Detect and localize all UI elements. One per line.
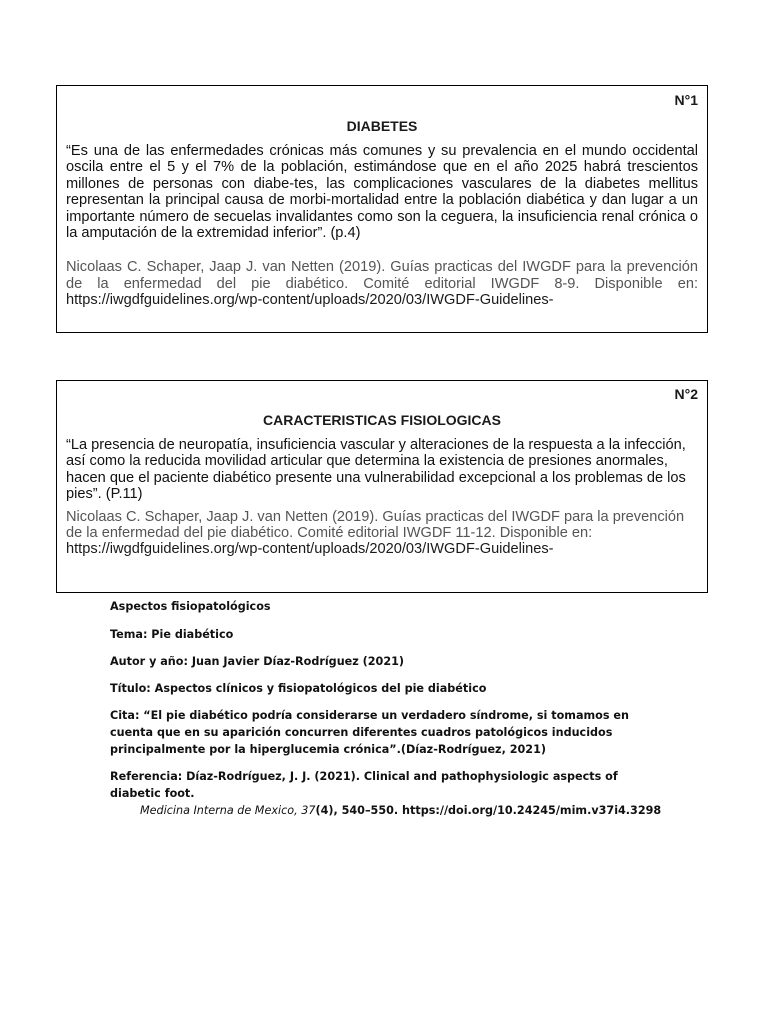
card-reference	[66, 509, 698, 558]
card-title: CARACTERISTICAS FISIOLOGICAS	[262, 412, 501, 428]
notes-titulo: Título: Aspectos clínicos y fisiopatológicos del pie diabético	[110, 682, 487, 695]
card-number: N°1	[674, 92, 698, 108]
referencia-line2	[110, 802, 670, 819]
reference-text: Nicolaas C. Schaper, Jaap J. van Netten (2019). Guías practicas del IWGDF para la prevención de la enfermedad del pie diabético. Comité editorial IWGDF 11-12. Disponible en:	[66, 508, 685, 542]
notes-tema: Tema: Pie diabético	[110, 628, 234, 641]
referencia-line1: Referencia: Díaz-Rodríguez, J. J. (2021). Clinical and pathophysiologic aspects of diabetic foot.	[110, 770, 618, 800]
referencia-rest[interactable]: (4), 540–550. https://doi.org/10.24245/mim.v37i4.3298	[315, 804, 662, 817]
card-title: DIABETES	[346, 118, 418, 134]
citation-card-1	[56, 85, 708, 333]
card-number: N°2	[674, 386, 698, 402]
referencia-sep: ,	[294, 804, 302, 817]
notes-autor: Autor y año: Juan Javier Díaz-Rodríguez (2021)	[110, 655, 405, 668]
reference-link[interactable]: https://iwgdfguidelines.org/wp-content/uploads/2020/03/IWGDF-Guidelines-	[66, 541, 554, 558]
card-reference	[66, 259, 698, 308]
journal-volume: 37	[301, 804, 316, 817]
notes-section	[110, 598, 670, 829]
journal-name: Medicina Interna de Mexico	[140, 804, 295, 817]
notes-cita: Cita: “El pie diabético podría considerarse un verdadero síndrome, si tomamos en cuenta que en su aparición concurren diferentes cuadros patológicos inducidos principalmente por la hiperglucemia crónica”.(Díaz-Rodríguez, 2021)	[110, 709, 629, 756]
citation-card-2	[56, 380, 708, 593]
card-quote: “Es una de las enfermedades crónicas más comunes y su prevalencia en el mundo occidental oscila entre el 5 y el 7% de la población, estimándose que en el año 2025 habrá trescientos millones de personas con diabe-tes, las complicaciones vasculares de la diabetes mellitus representan la principal causa de morbi-mortalidad entre la población diabética y dan lugar a un importante número de secuelas invalidantes como son la ceguera, la insuficiencia renal crónica o la amputación de la extremidad inferior”. (p.4)	[66, 143, 698, 242]
notes-heading: Aspectos fisiopatológicos	[110, 600, 271, 613]
reference-link[interactable]: https://iwgdfguidelines.org/wp-content/uploads/2020/03/IWGDF-Guidelines-	[66, 292, 554, 309]
notes-referencia	[110, 768, 670, 819]
reference-text: Nicolaas C. Schaper, Jaap J. van Netten (2019). Guías practicas del IWGDF para la prevención de la enfermedad del pie diabético. Comité editorial IWGDF 8-9. Disponible en:	[66, 259, 698, 292]
card-quote: “La presencia de neuropatía, insuficiencia vascular y alteraciones de la respuesta a la infección, así como la reducida movilidad articular que determina la existencia de presiones anormales, hacen que el paciente diabético presente una vulnerabilidad excepcional a los problemas de los pies”. (P.11)	[66, 437, 686, 503]
